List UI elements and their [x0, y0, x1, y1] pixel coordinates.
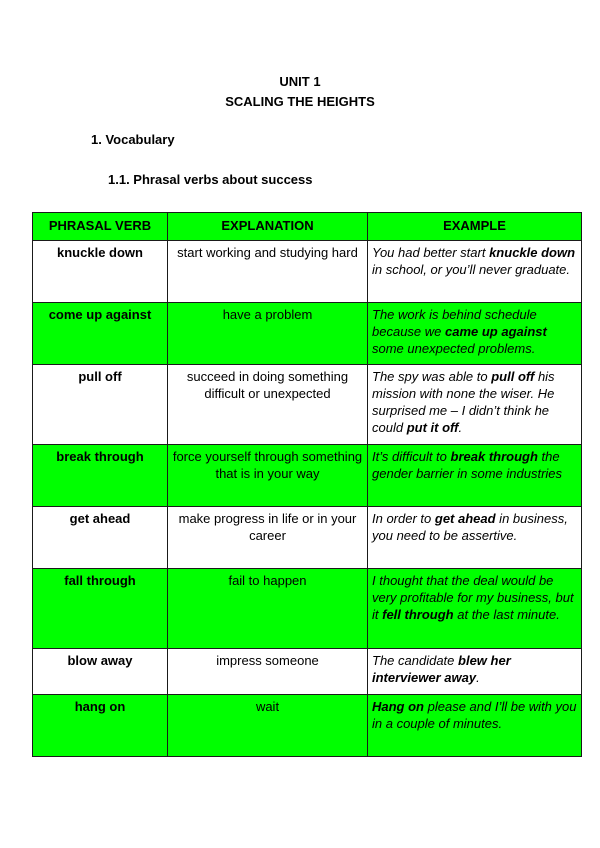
example-cell	[368, 303, 582, 365]
example-text: You had better start	[372, 245, 490, 260]
table-row	[33, 365, 582, 445]
header-phrasal-verb: PHRASAL VERB	[33, 213, 168, 241]
table-row	[33, 303, 582, 365]
example-phrase-highlight: pull off	[491, 369, 535, 384]
example-text: some unexpected problems.	[372, 341, 536, 356]
example-phrase-highlight: put it off	[406, 420, 459, 435]
example-cell	[368, 507, 582, 569]
phrasal-verb-cell: get ahead	[33, 507, 168, 569]
example-cell	[368, 241, 582, 303]
table-row	[33, 241, 582, 303]
section-heading: 1. Vocabulary	[91, 132, 175, 147]
example-text: .	[458, 420, 463, 435]
table-header-row	[33, 213, 582, 241]
table-row	[33, 445, 582, 507]
example-text: in business, you need to be assertive.	[372, 511, 568, 543]
table-row	[33, 507, 582, 569]
example-text: I thought that the deal would be very profitable for my business, but it	[372, 573, 574, 622]
example-cell	[368, 695, 582, 757]
unit-number: UNIT 1	[279, 74, 321, 89]
table-body	[33, 241, 582, 757]
example-text: please and I’ll be with you in a couple of minutes.	[372, 699, 577, 731]
example-phrase-highlight: blew her interviewer away	[372, 653, 511, 685]
phrasal-verb-cell: fall through	[33, 569, 168, 649]
example-cell	[368, 445, 582, 507]
example-text: It’s difficult to	[372, 449, 451, 464]
explanation-cell: force yourself through something that is in your way	[168, 445, 368, 507]
subsection-heading: 1.1. Phrasal verbs about success	[108, 172, 313, 187]
phrasal-verb-cell: hang on	[33, 695, 168, 757]
example-text: The spy was able to	[372, 369, 492, 384]
header-explanation: EXPLANATION	[168, 213, 368, 241]
explanation-cell: start working and studying hard	[168, 241, 368, 303]
phrasal-verb-cell: pull off	[33, 365, 168, 445]
example-phrase-highlight: Hang on	[372, 699, 424, 714]
example-phrase-highlight: knuckle down	[489, 245, 576, 260]
example-text: the gender barrier in some industries	[372, 449, 563, 481]
example-text: his mission with none the wiser. He surprised me – I didn’t think he could	[372, 369, 555, 435]
phrasal-verb-cell: come up against	[33, 303, 168, 365]
explanation-cell: succeed in doing something difficult or unexpected	[168, 365, 368, 445]
explanation-cell: make progress in life or in your career	[168, 507, 368, 569]
example-text: in school, or you’ll never graduate.	[372, 262, 571, 277]
example-phrase-highlight: came up against	[445, 324, 547, 339]
explanation-cell: wait	[168, 695, 368, 757]
example-cell	[368, 365, 582, 445]
explanation-cell: impress someone	[168, 649, 368, 695]
unit-title: SCALING THE HEIGHTS	[225, 94, 375, 109]
phrasal-verb-cell: blow away	[33, 649, 168, 695]
table-row	[33, 569, 582, 649]
example-text: .	[476, 670, 480, 685]
example-cell	[368, 649, 582, 695]
phrasal-verbs-table	[32, 212, 582, 757]
header-example: EXAMPLE	[368, 213, 582, 241]
example-phrase-highlight: break through	[450, 449, 538, 464]
explanation-cell: fail to happen	[168, 569, 368, 649]
example-text: The work is behind schedule because we	[372, 307, 537, 339]
example-cell	[368, 569, 582, 649]
example-phrase-highlight: get ahead	[434, 511, 496, 526]
example-phrase-highlight: fell through	[382, 607, 454, 622]
phrasal-verb-cell: knuckle down	[33, 241, 168, 303]
example-text: The candidate	[372, 653, 459, 668]
table-row	[33, 695, 582, 757]
table-row	[33, 649, 582, 695]
phrasal-verb-cell: break through	[33, 445, 168, 507]
example-text: at the last minute.	[453, 607, 560, 622]
explanation-cell: have a problem	[168, 303, 368, 365]
example-text: In order to	[372, 511, 435, 526]
